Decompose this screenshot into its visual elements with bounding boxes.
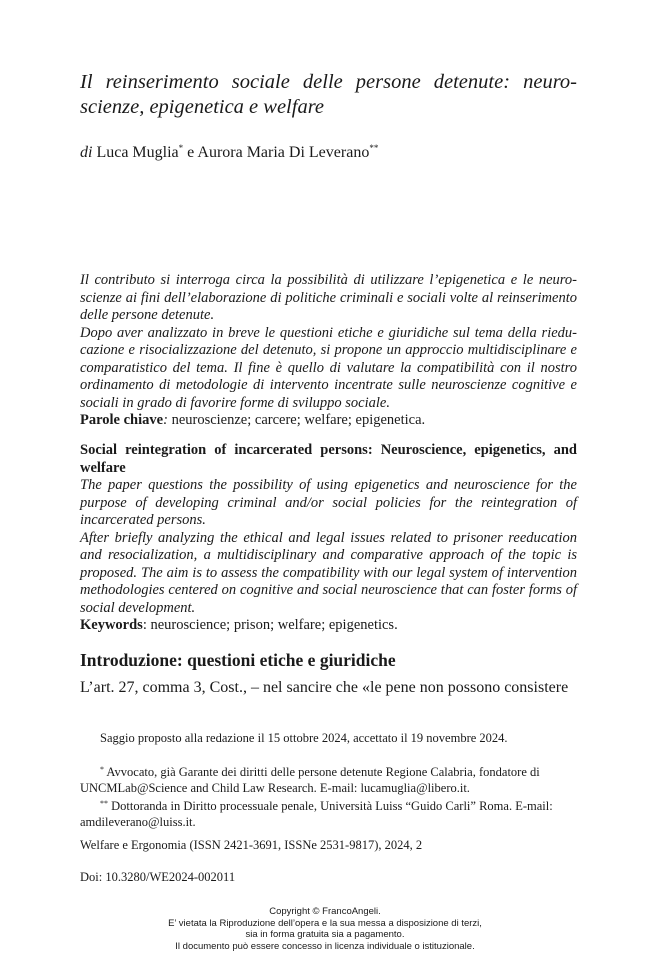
author-prefix: di: [80, 144, 93, 161]
keywords-text: neuroscienze; carcere; welfare; epigenetica.: [167, 412, 426, 428]
footnotes: [80, 762, 577, 830]
author-name: Aurora Maria Di Leverano: [197, 144, 370, 161]
abstract-paragraph: After briefly analyzing the ethical and legal issues related to prisoner reeducation and resocialization, a multidisciplinary and comparative approach of the topic is proposed. The aim is to assess the compatibility with our legal system of intervention methodologies centered on cognitive and social neuroscience that can foster forms of social development.: [80, 529, 577, 616]
doi: Doi: 10.3280/WE2024-002011: [80, 870, 236, 884]
abstract-paragraph: Il contributo si interroga circa la possibilità di utilizzare l’epigenetica e le neuro-scienze ai fini dell’elaborazione di politiche criminali e sociali volte al reinserimento delle persone detenute.: [80, 272, 577, 323]
abstract-heading: Social reintegration of incarcerated persons: Neuroscience, epigenetics, and welfare: [80, 442, 577, 476]
abstract-paragraph: Dopo aver analizzato in breve le questioni etiche e giuridiche sul tema della riedu-cazione e risocializzazione del detenuto, si propone un approccio multidisciplinare e comparatistico del tema. Il fine è quello di valutare la compatibilità con il nostro ordinamento di metodologie di intervento incentrate sulle neuroscienze cognitive e sociali in grado di favorire forme di sviluppo sociale.: [80, 324, 577, 411]
footnote-mark: **: [100, 799, 108, 808]
abstract-paragraph: The paper questions the possibility of using epigenetics and neuroscience for the purpose of developing criminal and/or social policies for the reintegration of incarcerated persons.: [80, 477, 577, 528]
footnote-text: Avvocato, già Garante dei diritti delle persone detenute Regione Calabria, fondatore di UNCMLab@Science and Child Law Research. E-mail: lucamuglia@libero.it.: [80, 765, 540, 795]
author-conjunction: e: [187, 144, 195, 161]
section-heading: Introduzione: questioni etiche e giuridiche: [80, 650, 396, 670]
footnote-text: Dottoranda in Diritto processuale penale, Università Luiss “Guido Carli” Roma. E-mail: amdileverano@luiss.it.: [80, 799, 553, 829]
keywords-text: : neuroscience; prison; welfare; epigenetics.: [142, 617, 398, 633]
copyright-notice: [0, 906, 650, 952]
author-name: Luca Muglia: [96, 144, 179, 161]
author-line: [80, 143, 378, 162]
footnote: [80, 762, 577, 796]
received-note-text: Saggio proposto alla redazione il 15 ottobre 2024, accettato il 19 novembre 2024.: [100, 731, 508, 745]
received-note: [80, 731, 577, 747]
footnote-mark: *: [178, 143, 184, 153]
keywords-label: Parole chiave: [80, 412, 164, 428]
footnote: [80, 796, 577, 830]
journal-info: Welfare e Ergonomia (ISSN 2421-3691, ISSNe 2531-9817), 2024, 2: [80, 838, 423, 852]
abstract-english: [80, 442, 577, 635]
keywords-label: Keywords: [80, 617, 143, 633]
copyright-line: Il documento può essere concesso in licenza individuale o istituzionale.: [175, 940, 475, 952]
abstract-italian: [80, 272, 577, 430]
copyright-line: E’ vietata la Riproduzione dell’opera e la sua messa a disposizione di terzi,: [168, 917, 482, 929]
copyright-line: Copyright © FrancoAngeli.: [269, 906, 381, 917]
article-title: Il reinserimento sociale delle persone detenute: neuro-scienze, epigenetica e welfare: [80, 71, 577, 118]
keywords-line: [80, 412, 577, 430]
keywords-line: [80, 617, 577, 635]
copyright-line: sia in forma gratuita sia a pagamento.: [245, 929, 405, 940]
footnote-mark: *: [100, 765, 104, 774]
keywords-separator: :: [163, 412, 168, 428]
intro-text: L’art. 27, comma 3, Cost., – nel sancire che «le pene non possono consistere: [80, 679, 569, 696]
footnote-mark: **: [369, 143, 379, 153]
